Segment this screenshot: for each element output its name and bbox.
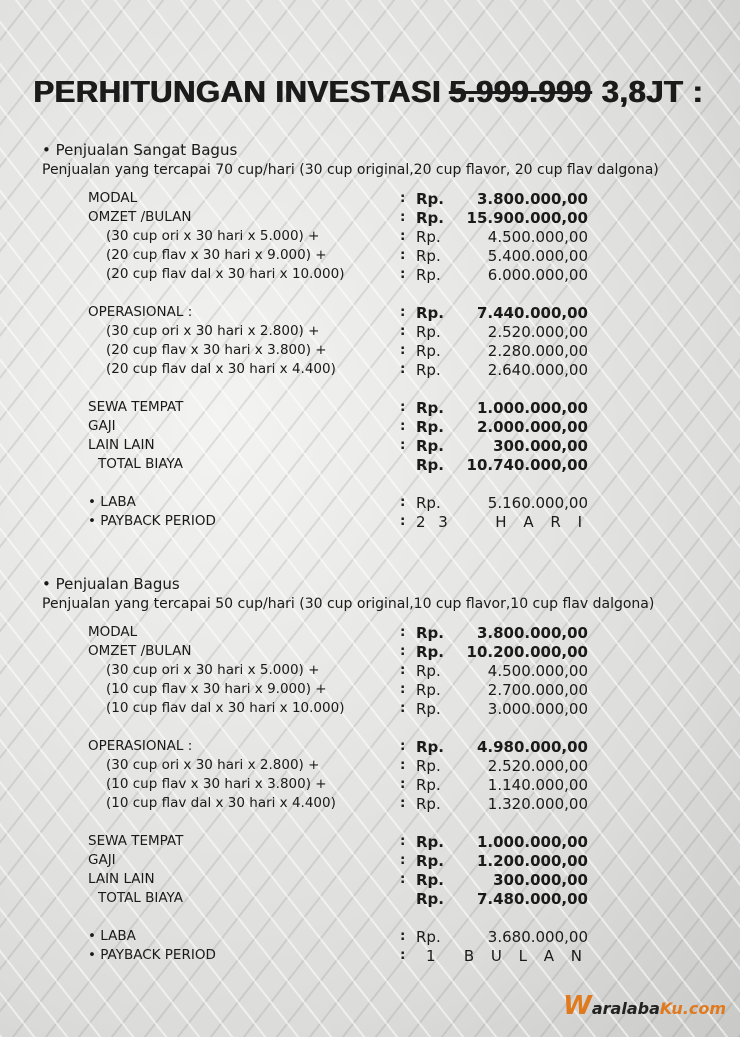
section-description: Penjualan yang tercapai 50 cup/hari (30 cup original,10 cup flavor,10 cup flav dalgona) bbox=[42, 596, 655, 612]
cost-table bbox=[42, 624, 722, 966]
row-laba: • LABA : Rp. 5.160.000,00 bbox=[88, 494, 588, 512]
row-payback-period: • PAYBACK PERIOD : 1 B U L A N bbox=[88, 947, 588, 965]
row-omzet: OMZET /BULAN : Rp. 15.900.000,00 bbox=[88, 209, 588, 227]
waralabaku-logo: WaralabaKu.com bbox=[563, 991, 726, 1021]
row-omzet-detail: (20 cup flav x 30 hari x 9.000) + : Rp. 5.400.000,00 bbox=[106, 247, 588, 265]
title-main: PERHITUNGAN INVESTASI bbox=[33, 74, 441, 109]
section-description: Penjualan yang tercapai 70 cup/hari (30 cup original,20 cup flavor, 20 cup flav dalgona) bbox=[42, 162, 659, 178]
section-heading: • Penjualan Sangat Bagus bbox=[42, 141, 238, 159]
row-gaji: GAJI : Rp. 1.200.000,00 bbox=[88, 852, 588, 870]
section-penjualan-bagus bbox=[42, 575, 722, 966]
row-omzet-detail: (30 cup ori x 30 hari x 5.000) + : Rp. 4.500.000,00 bbox=[106, 662, 588, 680]
title-old-price: 5.999.999 bbox=[448, 74, 592, 109]
row-operasional: OPERASIONAL : : Rp. 7.440.000,00 bbox=[88, 304, 588, 322]
row-operasional-detail: (20 cup flav dal x 30 hari x 4.400) : Rp. 2.640.000,00 bbox=[106, 361, 588, 379]
row-operasional: OPERASIONAL : : Rp. 4.980.000,00 bbox=[88, 738, 588, 756]
page-title bbox=[33, 74, 703, 110]
row-omzet: OMZET /BULAN : Rp. 10.200.000,00 bbox=[88, 643, 588, 661]
row-total-biaya: TOTAL BIAYA Rp. 10.740.000,00 bbox=[98, 456, 588, 474]
row-omzet-detail: (20 cup flav dal x 30 hari x 10.000) : Rp. 6.000.000,00 bbox=[106, 266, 588, 284]
row-lain-lain: LAIN LAIN : Rp. 300.000,00 bbox=[88, 871, 588, 889]
row-operasional-detail: (10 cup flav x 30 hari x 3.800) + : Rp. 1.140.000,00 bbox=[106, 776, 588, 794]
row-gaji: GAJI : Rp. 2.000.000,00 bbox=[88, 418, 588, 436]
row-operasional-detail: (20 cup flav x 30 hari x 3.800) + : Rp. 2.280.000,00 bbox=[106, 342, 588, 360]
row-operasional-detail: (10 cup flav dal x 30 hari x 4.400) : Rp. 1.320.000,00 bbox=[106, 795, 588, 813]
logo-w-icon: W bbox=[563, 991, 592, 1021]
section-heading: • Penjualan Bagus bbox=[42, 575, 180, 593]
section-penjualan-sangat-bagus bbox=[42, 141, 722, 532]
row-lain-lain: LAIN LAIN : Rp. 300.000,00 bbox=[88, 437, 588, 455]
row-payback-period: • PAYBACK PERIOD : 2 3 H A R I bbox=[88, 513, 588, 531]
row-operasional-detail: (30 cup ori x 30 hari x 2.800) + : Rp. 2.520.000,00 bbox=[106, 757, 588, 775]
cost-table bbox=[42, 190, 722, 532]
row-sewa-tempat: SEWA TEMPAT : Rp. 1.000.000,00 bbox=[88, 833, 588, 851]
row-modal: MODAL : Rp. 3.800.000,00 bbox=[88, 190, 588, 208]
row-omzet-detail: (10 cup flav x 30 hari x 9.000) + : Rp. 2.700.000,00 bbox=[106, 681, 588, 699]
row-modal: MODAL : Rp. 3.800.000,00 bbox=[88, 624, 588, 642]
row-operasional-detail: (30 cup ori x 30 hari x 2.800) + : Rp. 2.520.000,00 bbox=[106, 323, 588, 341]
row-sewa-tempat: SEWA TEMPAT : Rp. 1.000.000,00 bbox=[88, 399, 588, 417]
row-laba: • LABA : Rp. 3.680.000,00 bbox=[88, 928, 588, 946]
row-omzet-detail: (10 cup flav dal x 30 hari x 10.000) : Rp. 3.000.000,00 bbox=[106, 700, 588, 718]
title-new-price: 3,8JT : bbox=[601, 74, 703, 109]
row-omzet-detail: (30 cup ori x 30 hari x 5.000) + : Rp. 4.500.000,00 bbox=[106, 228, 588, 246]
row-total-biaya: TOTAL BIAYA Rp. 7.480.000,00 bbox=[98, 890, 588, 908]
